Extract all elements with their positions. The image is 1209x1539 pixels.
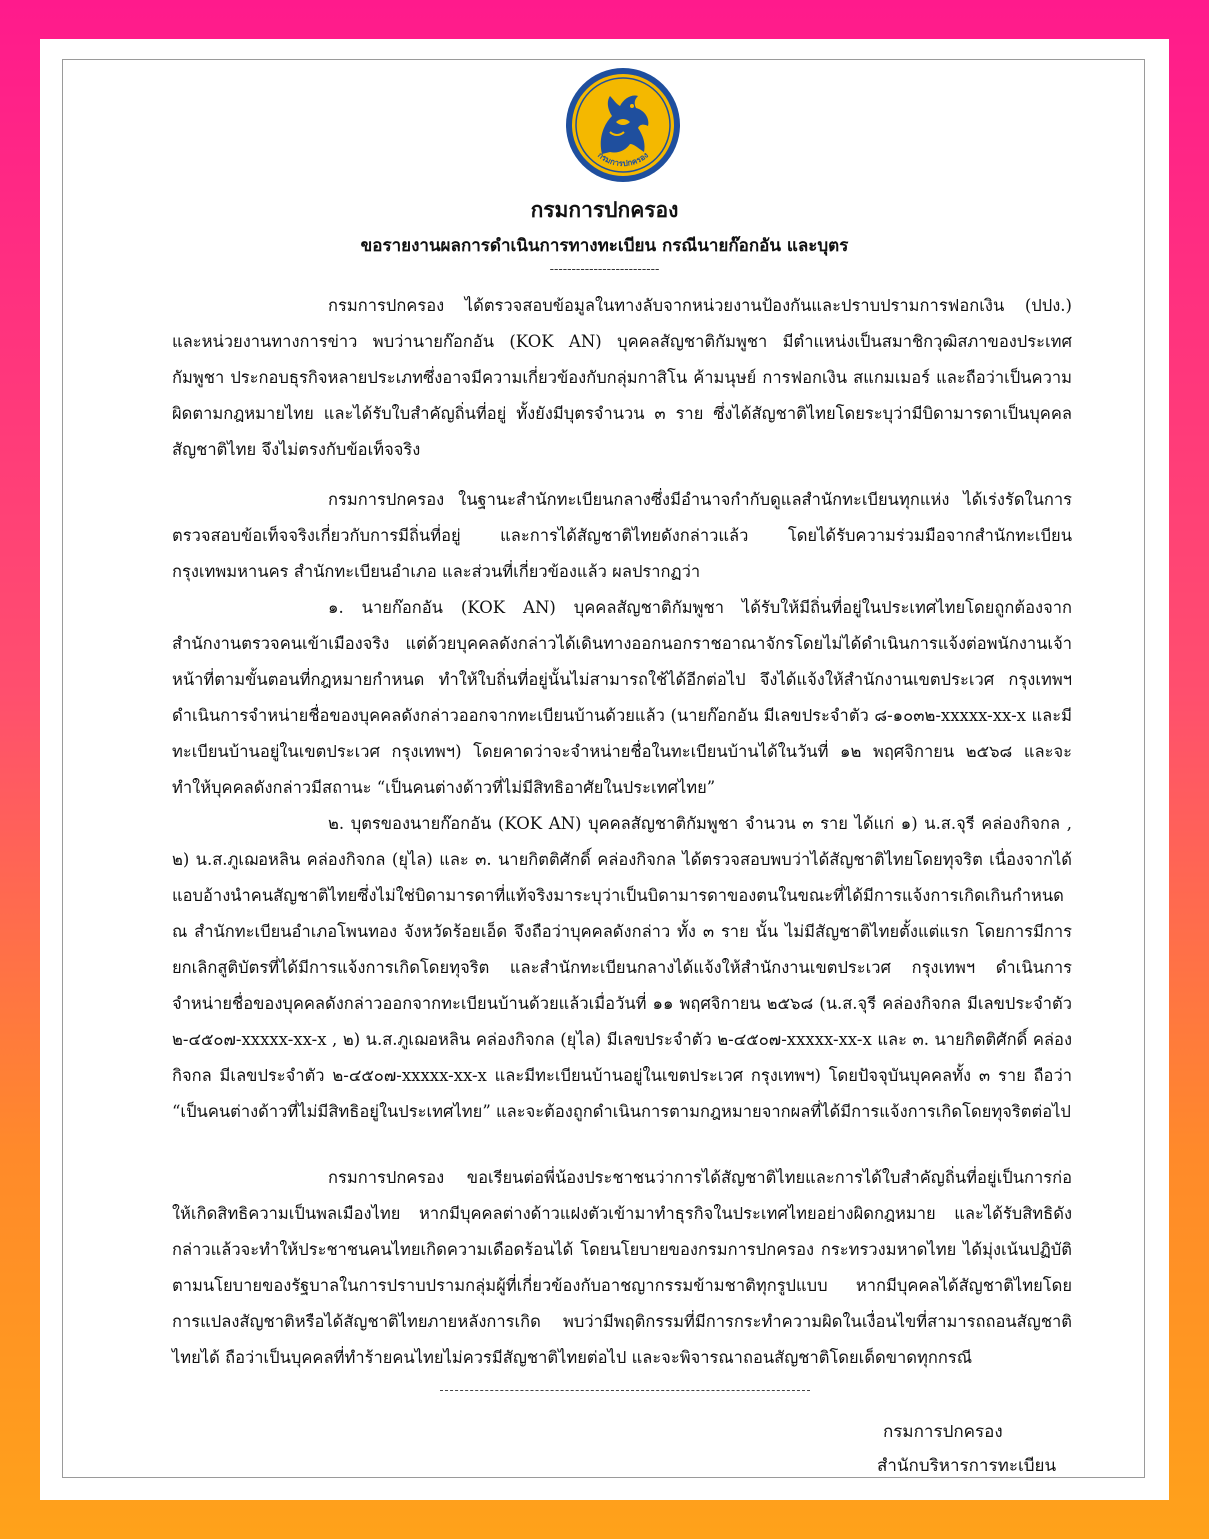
page-title: กรมการปกครอง bbox=[530, 197, 679, 222]
body-section-3 bbox=[172, 1160, 1072, 1376]
footer-separator bbox=[440, 1390, 810, 1391]
paragraph-intro: กรมการปกครอง ได้ตรวจสอบข้อมูลในทางลับจากหน่วยงานป้องกันและปราบปรามการฟอกเงิน (ปปง.) และหน่วยงานทางการข่าว พบว่านายก๊อกอัน (KOK AN) บุคคลสัญชาติกัมพูชา มีตำแหน่งเป็นสมาชิกวุฒิสภาของประเทศกัมพูชา ประกอบธุรกิจหลายประเภทซึ่งอาจมีความเกี่ยวข้องกับกลุ่มกาสิโน ค้ามนุษย์ การฟอกเงิน สแกมเมอร์ และถือว่าเป็นความผิดตามกฎหมายไทย และได้รับใบสำคัญถิ่นที่อยู่ ทั้งยังมีบุตรจำนวน ๓ ราย ซึ่งได้สัญชาติไทยโดยระบุว่ามีบิดามารดาเป็นบุคคลสัญชาติไทย จึงไม่ตรงกับข้อเท็จจริง bbox=[172, 296, 1072, 459]
paragraph-investigation: กรมการปกครอง ในฐานะสำนักทะเบียนกลางซึ่งมีอำนาจกำกับดูแลสำนักทะเบียนทุกแห่ง ได้เร่งรัดในการตรวจสอบข้อเท็จจริงเกี่ยวกับการมีถิ่นที่อยู่ และการได้สัญชาติไทยดังกล่าวแล้ว โดยได้รับความร่วมมือจากสำนักทะเบียนกรุงเทพมหานคร สำนักทะเบียนอำเภอ และส่วนที่เกี่ยวข้องแล้ว ผลปรากฏว่า bbox=[172, 490, 1072, 581]
page-subtitle: ขอรายงานผลการดำเนินการทางทะเบียน กรณีนายก๊อกอัน และบุตร bbox=[360, 236, 849, 256]
body-section-2 bbox=[172, 482, 1072, 1130]
paragraph-item-1: ๑. นายก๊อกอัน (KOK AN) บุคคลสัญชาติกัมพูชา ได้รับให้มีถิ่นที่อยู่ในประเทศไทยโดยถูกต้องจากสำนักงานตรวจคนเข้าเมืองจริง แต่ด้วยบุคคลดังกล่าวได้เดินทางออกนอกราชอาณาจักรโดยไม่ได้ดำเนินการแจ้งต่อพนักงานเจ้าหน้าที่ตามขั้นตอนที่กฎหมายกำหนด ทำให้ใบถิ่นที่อยู่นั้นไม่สามารถใช้ได้อีกต่อไป จึงได้แจ้งให้สำนักงานเขตประเวศ กรุงเทพฯ ดำเนินการจำหน่ายชื่อของบุคคลดังกล่าวออกจากทะเบียนบ้านด้วยแล้ว (นายก๊อกอัน มีเลขประจำตัว ๘-๑๐๓๒-xxxxx-xx-x และมีทะเบียนบ้านอยู่ในเขตประเวศ กรุงเทพฯ) โดยคาดว่าจะจำหน่ายชื่อในทะเบียนบ้านได้ในวันที่ ๑๒ พฤศจิกายน ๒๕๖๘ และจะทำให้บุคคลดังกล่าวมีสถานะ “เป็นคนต่างด้าวที่ไม่มีสิทธิอาศัยในประเทศไทย” bbox=[172, 598, 1072, 797]
title-separator: ------------------------- bbox=[549, 262, 660, 277]
signature-office: สำนักบริหารการทะเบียน bbox=[877, 1456, 1057, 1476]
department-seal-icon bbox=[564, 66, 682, 184]
signature-department: กรมการปกครอง bbox=[883, 1422, 1003, 1442]
seal-text: กรมการปกครอง bbox=[595, 150, 651, 169]
paragraph-item-2: ๒. บุตรของนายก๊อกอัน (KOK AN) บุคคลสัญชาติกัมพูชา จำนวน ๓ ราย ได้แก่ ๑) น.ส.จุรี คล่องกิจกล , ๒) น.ส.ภูเฌอหลิน คล่องกิจกล (ยุไล) และ ๓. นายกิตติศักดิ์ คล่องกิจกล ได้ตรวจสอบพบว่าได้สัญชาติไทยโดยทุจริต เนื่องจากได้แอบอ้างนำคนสัญชาติไทยซึ่งไม่ใช่บิดามารดาที่แท้จริงมาระบุว่าเป็นบิดามารดาของตนในขณะที่ได้มีการแจ้งการเกิดเกินกำหนด ณ สำนักทะเบียนอำเภอโพนทอง จังหวัดร้อยเอ็ด จึงถือว่าบุคคลดังกล่าว ทั้ง ๓ ราย นั้น ไม่มีสัญชาติไทยตั้งแต่แรก โดยการมีการยกเลิกสูติบัตรที่ได้มีการแจ้งการเกิดโดยทุจริต และสำนักทะเบียนกลางได้แจ้งให้สำนักงานเขตประเวศ กรุงเทพฯ ดำเนินการจำหน่ายชื่อของบุคคลดังกล่าวออกจากทะเบียนบ้านด้วยแล้วเมื่อวันที่ ๑๑ พฤศจิกายน ๒๕๖๘ (น.ส.จุรี คล่องกิจกล มีเลขประจำตัว ๒-๔๕๐๗-xxxxx-xx-x , ๒) น.ส.ภูเฌอหลิน คล่องกิจกล (ยุไล) มีเลขประจำตัว ๒-๔๕๐๗-xxxxx-xx-x และ ๓. นายกิตติศักดิ์ คล่องกิจกล มีเลขประจำตัว ๒-๔๕๐๗-xxxxx-xx-x และมีทะเบียนบ้านอยู่ในเขตประเวศ กรุงเทพฯ) โดยปัจจุบันบุคคลทั้ง ๓ ราย ถือว่า “เป็นคนต่างด้าวที่ไม่มีสิทธิอยู่ในประเทศไทย” และจะต้องถูกดำเนินการตามกฎหมายจากผลที่ได้มีการแจ้งการเกิดโดยทุจริตต่อไป bbox=[172, 814, 1072, 1121]
paragraph-conclusion: กรมการปกครอง ขอเรียนต่อพี่น้องประชาชนว่าการได้สัญชาติไทยและการได้ใบสำคัญถิ่นที่อยู่เป็นการก่อให้เกิดสิทธิความเป็นพลเมืองไทย หากมีบุคคลต่างด้าวแฝงตัวเข้ามาทำธุรกิจในประเทศไทยอย่างผิดกฎหมาย และได้รับสิทธิดังกล่าวแล้วจะทำให้ประชาชนคนไทยเกิดความเดือดร้อนได้ โดยนโยบายของกรมการปกครอง กระทรวงมหาดไทย ได้มุ่งเน้นปฏิบัติตามนโยบายของรัฐบาลในการปราบปรามกลุ่มผู้ที่เกี่ยวข้องกับอาชญากรรมข้ามชาติทุกรูปแบบ หากมีบุคคลได้สัญชาติไทยโดยการแปลงสัญชาติหรือได้สัญชาติไทยภายหลังการเกิด พบว่ามีพฤติกรรมที่มีการกระทำความผิดในเงื่อนไขที่สามารถถอนสัญชาติไทยได้ ถือว่าเป็นบุคคลที่ทำร้ายคนไทยไม่ควรมีสัญชาติไทยต่อไป และจะพิจารณาถอนสัญชาติโดยเด็ดขาดทุกกรณี bbox=[172, 1168, 1072, 1367]
body-section-1 bbox=[172, 288, 1072, 468]
